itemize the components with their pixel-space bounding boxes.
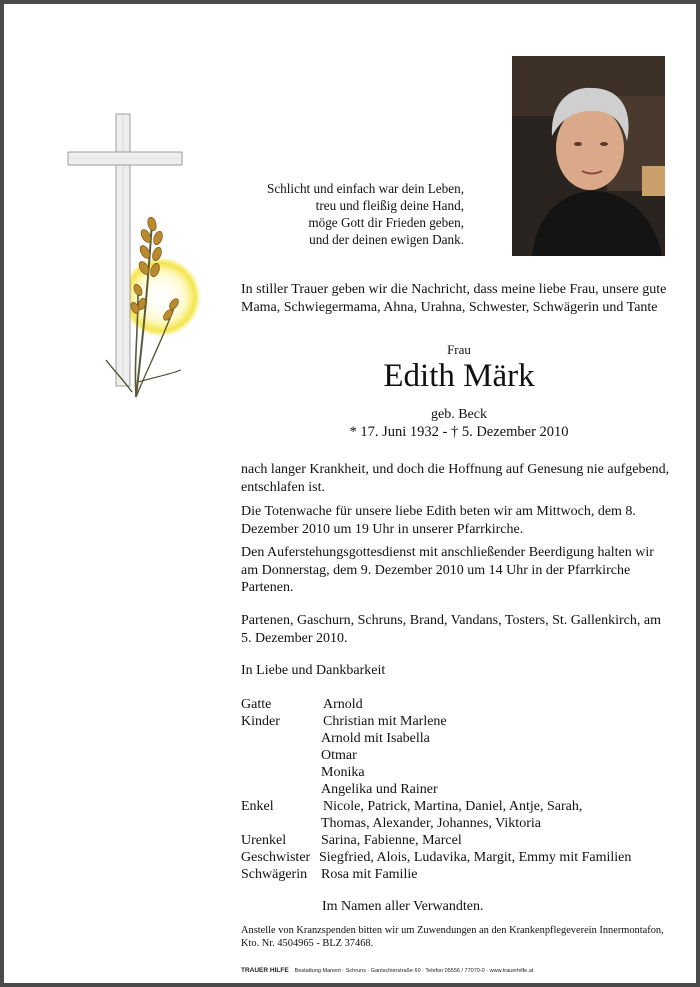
deceased-name: Edith Märk xyxy=(383,358,535,394)
family-members: Arnold xyxy=(323,697,363,712)
life-dates: * 17. Juni 1932 - † 5. Dezember 2010 xyxy=(349,424,569,440)
family-members: Rosa mit Familie xyxy=(321,867,418,882)
family-row xyxy=(241,764,681,781)
family-label: Kinder xyxy=(241,714,280,729)
poem-line: und der deinen ewigen Dank. xyxy=(309,232,464,247)
footer-details: Bestattung Manent · Schruns · Gantschierstraße 60 · Telefon 05556 / 77070-0 · www.trauerhilfe.at xyxy=(294,968,534,974)
family-members: Angelika und Rainer xyxy=(321,782,438,797)
family-label: Geschwister xyxy=(241,850,311,865)
family-row xyxy=(241,832,681,849)
family-row xyxy=(241,781,681,798)
family-row xyxy=(241,849,681,866)
family-list xyxy=(241,696,681,883)
family-members: Christian mit Marlene xyxy=(323,714,447,729)
salutation: Frau xyxy=(447,342,471,357)
obituary-page xyxy=(4,4,696,983)
poem-line: treu und fleißig deine Hand, xyxy=(315,198,464,213)
family-label: Enkel xyxy=(241,799,274,814)
portrait-photo xyxy=(512,56,665,256)
poem xyxy=(204,180,464,248)
family-members: Monika xyxy=(321,765,365,780)
family-members: Otmar xyxy=(321,748,357,763)
poem-line: möge Gott dir Frieden geben, xyxy=(308,215,464,230)
family-row xyxy=(241,815,681,832)
paragraph-wake: Die Totenwache für unsere liebe Edith beten wir am Mittwoch, dem 8. Dezember 2010 um 19 Uhr in unserer Pfarrkirche. xyxy=(241,504,636,537)
birth-name: geb. Beck xyxy=(431,407,487,422)
family-row xyxy=(241,730,681,747)
family-label: Urenkel xyxy=(241,833,287,848)
family-members: Thomas, Alexander, Johannes, Viktoria xyxy=(321,816,541,831)
family-row xyxy=(241,866,681,883)
family-members: Arnold mit Isabella xyxy=(321,731,430,746)
family-members: Siegfried, Alois, Ludavika, Margit, Emmy mit Familien xyxy=(319,850,632,865)
paragraph-passing: nach langer Krankheit, und doch die Hoffnung auf Genesung nie aufgebend, entschlafen ist. xyxy=(241,462,670,495)
footer xyxy=(241,967,533,974)
family-row xyxy=(241,713,681,730)
family-row xyxy=(241,798,681,815)
footer-brand: TRAUER HILFE xyxy=(241,967,289,974)
paragraph-greeting: In Liebe und Dankbarkeit xyxy=(241,663,386,678)
paragraph-funeral: Den Auferstehungsgottesdienst mit anschließender Beerdigung halten wir am Donnerstag, dem 9. Dezember 2010 um 14 Uhr in der Pfarrkirche Partenen. xyxy=(241,545,654,595)
paragraph-places-date: Partenen, Gaschurn, Schruns, Brand, Vandans, Tosters, St. Gallenkirch, am 5. Dezember 2010. xyxy=(241,613,661,646)
family-label: Schwägerin xyxy=(241,867,308,882)
closing-line: Im Namen aller Verwandten. xyxy=(322,899,484,914)
intro-text: In stiller Trauer geben wir die Nachricht, dass meine liebe Frau, unsere gute Mama, Schwiegermama, Ahna, Urahna, Schwester, Schwägerin und Tante xyxy=(241,282,667,315)
family-members: Nicole, Patrick, Martina, Daniel, Antje, Sarah, xyxy=(323,799,583,814)
family-row xyxy=(241,696,681,713)
poem-line: Schlicht und einfach war dein Leben, xyxy=(266,181,464,196)
donation-note: Anstelle von Kranzspenden bitten wir um Zuwendungen an den Krankenpflegeverein Innermontafon, Kto. Nr. 4504965 - BLZ 37468. xyxy=(241,925,664,949)
family-label: Gatte xyxy=(241,697,272,712)
family-row xyxy=(241,747,681,764)
family-members: Sarina, Fabienne, Marcel xyxy=(321,833,462,848)
cross-with-wheat-icon xyxy=(66,112,246,402)
